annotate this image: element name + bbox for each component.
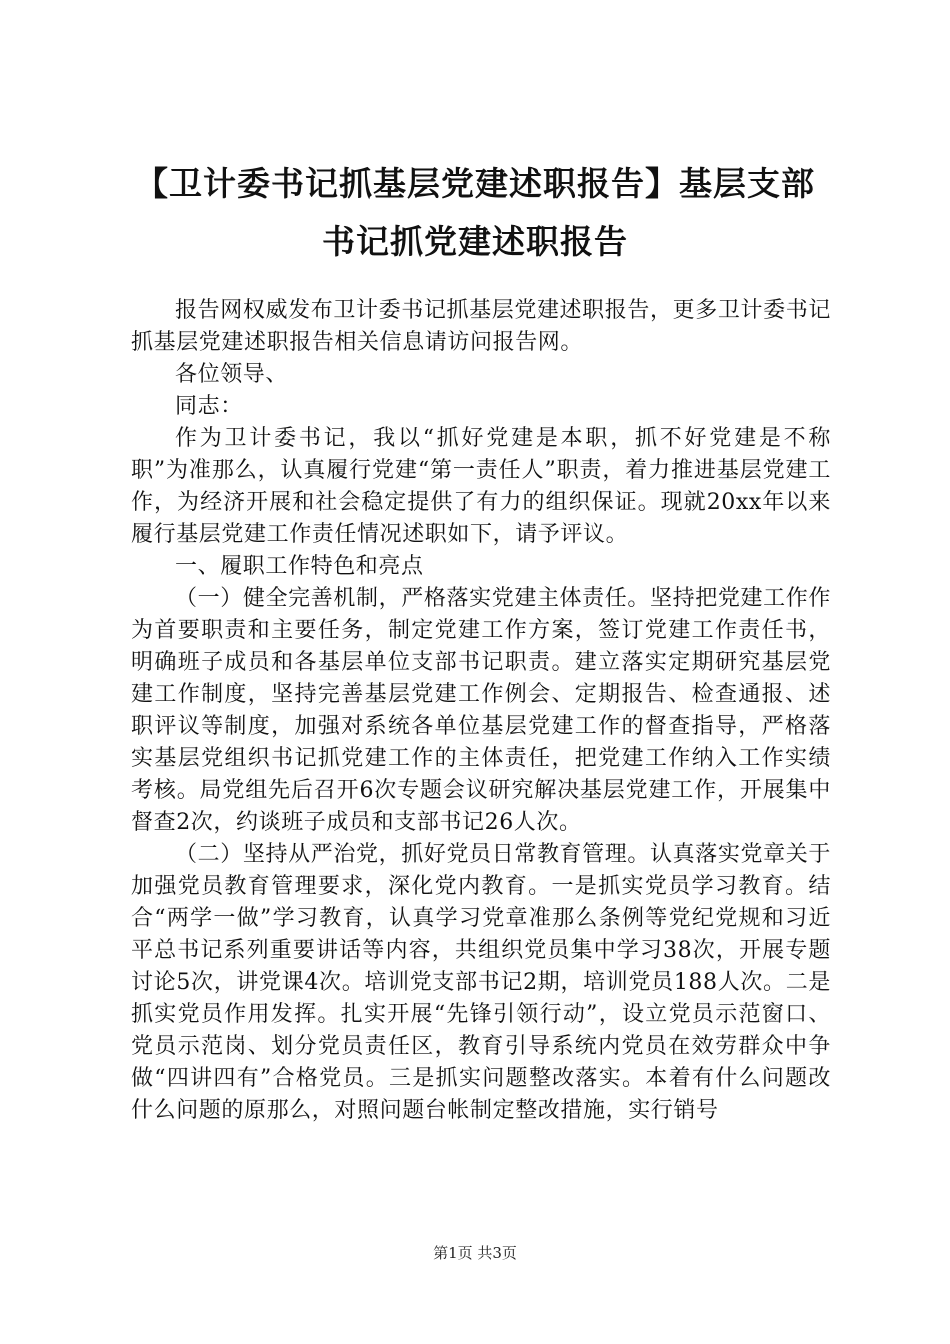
document-title-line-2: 书记抓党建述职报告 — [322, 222, 628, 261]
page-footer: 第1页 共3页 — [433, 1244, 517, 1262]
document-body — [131, 295, 831, 1127]
section-heading-1: 一、履职工作特色和亮点 — [175, 554, 424, 579]
paragraph-salutation-1: 各位领导、 — [175, 362, 289, 387]
document-title-line-1: 【卫计委书记抓基层党建述职报告】基层支部 — [135, 164, 815, 203]
paragraph-section-1-item-1: （一）健全完善机制，严格落实党建主体责任。坚持把党建工作作为首要职责和主要任务，制定党建工作方案，签订党建工作责任书，明确班子成员和各基层单位支部书记职责。建立落实定期研究基层党建工作制度，坚持完善基层党建工作例会、定期报告、检查通报、述职评议等制度，加强对系统各单位基层党建工作的督查指导，严格落实基层党组织书记抓党建工作的主体责任，把党建工作纳入工作实绩考核。局党组先后召开6次专题会议研究解决基层党建工作，开展集中督查2次，约谈班子成员和支部书记26人次。 — [131, 586, 831, 835]
paragraph-intro: 报告网权威发布卫计委书记抓基层党建述职报告，更多卫计委书记抓基层党建述职报告相关信息请访问报告网。 — [131, 298, 831, 355]
paragraph-section-1-item-2: （二）坚持从严治党，抓好党员日常教育管理。认真落实党章关于加强党员教育管理要求，深化党内教育。一是抓实党员学习教育。结合“两学一做”学习教育，认真学习党章准那么条例等党纪党规和习近平总书记系列重要讲话等内容，共组织党员集中学习38次，开展专题讨论5次，讲党课4次。培训党支部书记2期，培训党员188人次。二是抓实党员作用发挥。扎实开展“先锋引领行动”，设立党员示范窗口、党员示范岗、划分党员责任区，教育引导系统内党员在效劳群众中争做“四讲四有”合格党员。三是抓实问题整改落实。本着有什么问题改什么问题的原那么，对照问题台帐制定整改措施，实行销号 — [131, 842, 831, 1123]
paragraph-salutation-2: 同志： — [175, 394, 243, 419]
paragraph-opening: 作为卫计委书记，我以“抓好党建是本职，抓不好党建是不称职”为准那么，认真履行党建“第一责任人”职责，着力推进基层党建工作，为经济开展和社会稳定提供了有力的组织保证。现就20xx年以来履行基层党建工作责任情况述职如下，请予评议。 — [131, 426, 831, 547]
